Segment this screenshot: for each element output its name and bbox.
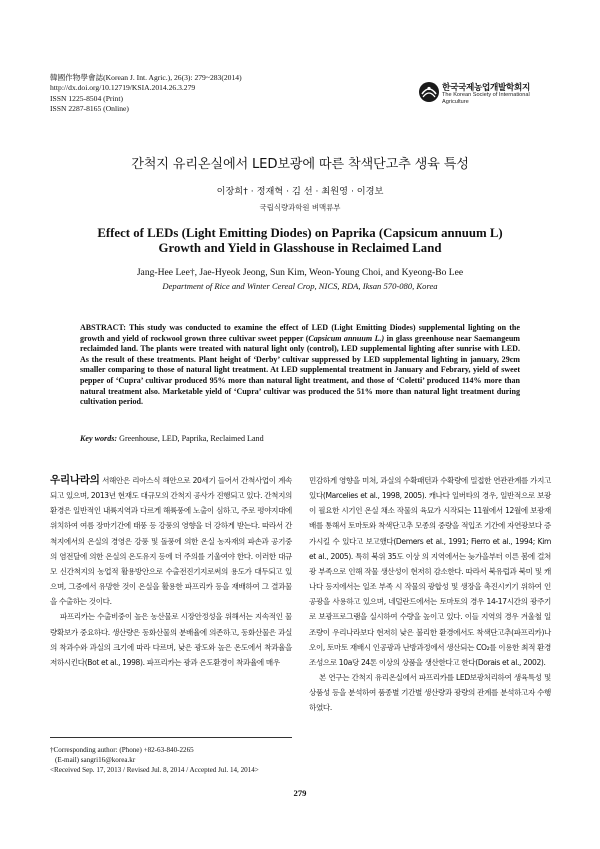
footnote-divider xyxy=(50,737,292,738)
authors-korean: 이장희† · 정재혁 · 김 선 · 최원영 · 이경보 xyxy=(216,186,384,197)
title-english-line1: Effect of LEDs (Light Emitting Diodes) on Paprika (Capsicum annuum L) xyxy=(97,226,503,240)
title-english xyxy=(0,226,600,256)
body-paragraph: 본 연구는 간척지 유리온실에서 파프리카를 LED보광처리하여 생육특성 및 상품성 등을 분석하여 품종별 기간별 생산량과 광량의 관계를 분석하고자 수행하였다. xyxy=(309,673,551,713)
footnote-corresponding: †Corresponding author: (Phone) +82-63-840-2265 xyxy=(50,746,194,754)
footnote xyxy=(50,745,310,776)
body-paragraph: 파프리카는 수출비중이 높은 농산물로 시장안정성을 위해서는 지속적인 물량확보가 중요하다. 생산량은 동화산물의 분배율에 의존하고, 동화산물은 과실의 착과수와 과실의 크기에 따라 다르며, 낮은 광도와 높은 온도에서 착과율을 저하시킨다(Bot et al., 1998). 파프리카는 광과 온도환경이 착과율에 매우 xyxy=(50,612,292,667)
body-column-right xyxy=(309,473,551,716)
title-korean: 간척지 유리온실에서 LED보광에 따른 착색단고추 생육 특성 xyxy=(131,157,469,172)
society-name-en: The Korean Society of International Agriculture xyxy=(442,92,530,105)
footnote-email: (E-mail) sangri16@korea.kr xyxy=(55,756,136,765)
abstract-label: ABSTRACT: xyxy=(80,323,126,332)
society-header xyxy=(418,81,568,119)
body-paragraph: 민감하게 영향을 미쳐, 과실의 수확패턴과 수확량에 밀접한 연관관계를 가지고 있다(Marcelies et al., 1998, 2005). 캐나다 일버타의 경우, 일반적으로 보광이 필요한 시기인 온실 채소 작물의 육묘가 시작되는 11월에서 12월에 보광재배를 통해서 토마토와 착색단고추 모종의 중량을 적입조 기간에 자연광보다 증가시킬 수 있다고 보고했다(Demers et al., 1991; Fierro et al., 1994; Kim et al., 2005). 특히 북위 35도 이상 의 지역에서는 늦가을부터 이른 봄에 걸쳐 광 부족으로 인해 작물 생산성이 현저히 감소한다. 따라서 북유럽과 북미 및 캐나다 등지에서는 일조 부족 시 작물의 광합성 및 생장을 촉진시키기 위하여 인공광을 사용하고 있으며, 네덜란드에서는 토마토의 경우 14-17시간의 광주기로 보광프로그램을 실시하여 수량을 높이고 있다. 이들 지역의 경우 겨울철 일조량이 우리나라보다 현저히 낮은 불리한 환경에서도 착색단고추(파프리카)나 오이, 토마토 재배시 인공광과 난방과정에서 생산되는 CO₂를 이용한 최적 환경조성으로 10a당 24톤 이상의 상품을 생산한다고 한다(Dorais et al., 2002). xyxy=(309,476,551,667)
journal-issn-online: ISSN 2287-8165 (Online) xyxy=(50,103,129,113)
page-number: 279 xyxy=(293,788,307,798)
society-emblem-icon xyxy=(418,81,440,103)
abstract-text-2: in glass greenhouse near Saemangeum reclaimded land. The plants were treated with natural light only (control), LED supplemental lighting after sunrise with LED. As the result of these treatments. Plant height of ‘Derby’ cultivar suppressed by LED supplemental lighting in january, 29cm smaller comparing to those of natural light treatment. At LED supplemental treatment in January and Febrary, yield of sweet pepper of ‘Cupra’ cultivar produced 95% more than natural light treatment, and those of ‘Coletti’ produced 114% more than natural treatment also. Marketable yield of ‘Cupra’ cultivar was produced the 51% more than natural light treatment during cultivation period. xyxy=(80,333,521,407)
abstract xyxy=(80,323,520,408)
journal-doi[interactable]: http://dx.doi.org/10.12719/KSIA.2014.26.3.279 xyxy=(50,83,196,93)
keywords-label: Key words: xyxy=(80,434,118,443)
journal-info xyxy=(50,73,242,114)
abstract-text-1: This study was conducted to examine the effect of LED (Light Emitting Diodes) supplemental lighting on the growth and yield of rockwool grown three cultivar sweet pepper ( xyxy=(80,323,520,343)
keywords-text: Greenhouse, LED, Paprika, Reclaimed Land xyxy=(119,434,264,443)
journal-issn-print: ISSN 1225-8504 (Print) xyxy=(50,93,123,103)
society-name-kr: 한국국제농업개발학회지 xyxy=(442,83,531,93)
body-column-left xyxy=(50,473,292,670)
affiliation-english: Department of Rice and Winter Cereal Crop, NICS, RDA, Iksan 570-080, Korea xyxy=(162,281,438,291)
dropcap-word: 우리나라의 xyxy=(50,474,100,486)
keywords xyxy=(80,434,520,443)
body-text: 서해안은 리아스식 해안으로 20세기 들어서 간척사업이 계속되고 있으며, 2013년 현재도 대규모의 간척지 공사가 진행되고 있다. 간척지의 환경은 일반적인 내륙지역과 다르게 해륙풍에 노출이 심하고, 주로 평야지대에 위치하여 여름 장마기간에 태풍 등 강풍의 영향을 더 강하게 받는다. 따라서 간척지에서의 온실의 경영은 강풍 및 돌풍에 의한 온실 농자재의 파손과 공기중의 염전달에 의한 온실의 온도유지 등에 더 주의를 기울여야 한다. 이러한 대규모 신간척지의 농업적 활용방안으로 수출전진기지로써의 용도가 대두되고 있으며, 그중에서 유망한 것이 온실을 활용한 파프리카 등을 재배하여 그 결과물을 수출하는 것이다. xyxy=(50,476,292,607)
journal-citation: 韓國作物學會誌(Korean J. Int. Agric.), 26(3): 279~283(2014) xyxy=(50,73,242,82)
affiliation-korean: 국립식량과학원 벼맥류부 xyxy=(259,203,341,212)
body-paragraph xyxy=(50,473,292,609)
footnote-received: <Received Sep. 17, 2013 / Revised Jul. 8, 2014 / Accepted Jul. 14, 2014> xyxy=(50,766,259,775)
abstract-species: Capsicum annuum L.) xyxy=(308,333,385,343)
authors-english: Jang-Hee Lee†, Jae-Hyeok Jeong, Sun Kim, Weon-Young Choi, and Kyeong-Bo Lee xyxy=(136,267,464,278)
title-english-line2: Growth and Yield in Glasshouse in Reclaimed Land xyxy=(158,241,442,255)
